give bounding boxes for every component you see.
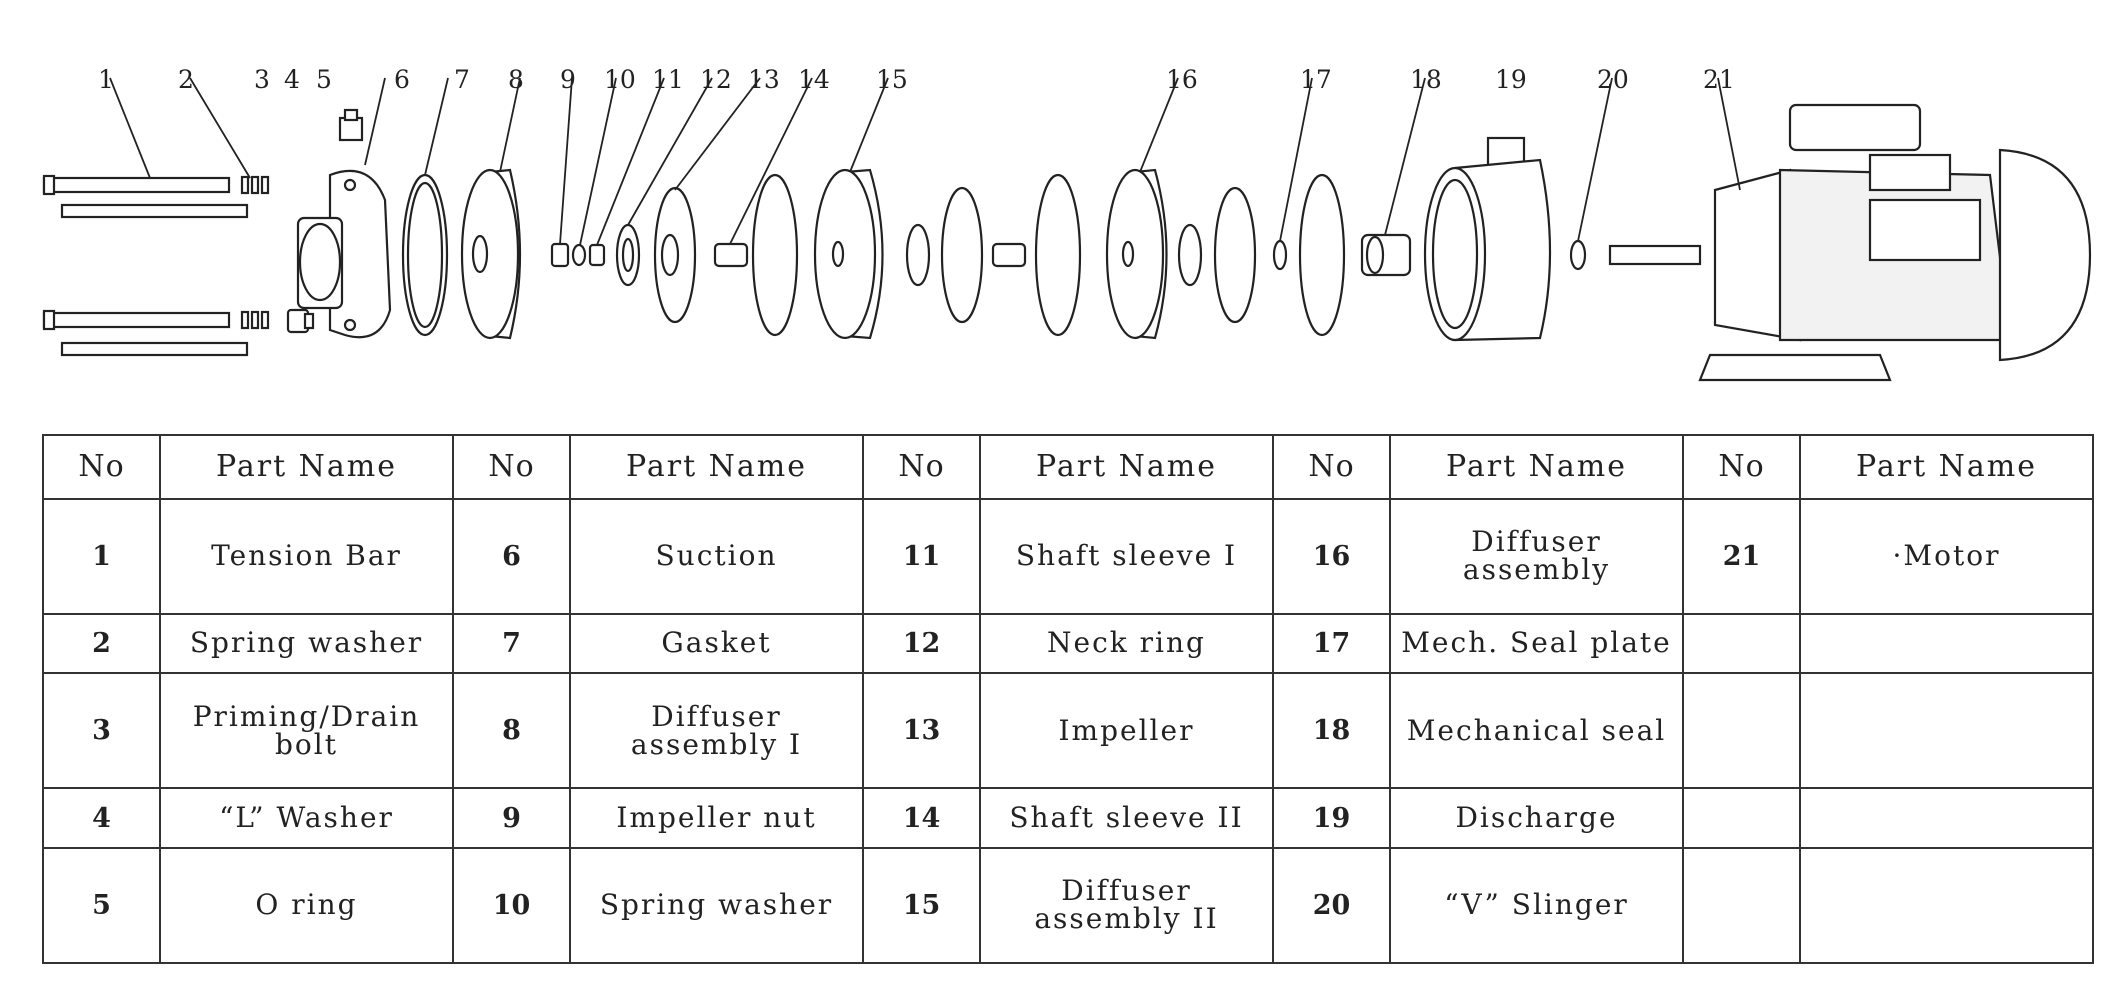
part-number bbox=[1683, 614, 1800, 674]
part-number: 17 bbox=[1273, 614, 1390, 674]
callout-5: 5 bbox=[316, 65, 332, 94]
callout-3: 3 bbox=[254, 65, 270, 94]
part-name: ·Motor bbox=[1800, 499, 2093, 614]
part-number: 15 bbox=[863, 848, 980, 963]
table-row bbox=[43, 499, 2093, 614]
callout-16: 16 bbox=[1166, 65, 1198, 94]
part-number: 7 bbox=[453, 614, 570, 674]
callout-14: 14 bbox=[798, 65, 830, 94]
part-number bbox=[1683, 673, 1800, 788]
part-shaft-sleeve-2 bbox=[715, 244, 747, 266]
callout-7: 7 bbox=[454, 65, 470, 94]
header-no: No bbox=[1683, 435, 1800, 499]
part-number: 5 bbox=[43, 848, 160, 963]
part-name: Spring washer bbox=[160, 614, 453, 674]
callout-15: 15 bbox=[876, 65, 908, 94]
table-row bbox=[43, 848, 2093, 963]
part-suction bbox=[298, 171, 390, 337]
part-number bbox=[1683, 788, 1800, 848]
part-number: 3 bbox=[43, 673, 160, 788]
part-number: 8 bbox=[453, 673, 570, 788]
part-number: 20 bbox=[1273, 848, 1390, 963]
part-name: Shaft sleeve I bbox=[980, 499, 1273, 614]
callout-18: 18 bbox=[1410, 65, 1442, 94]
callout-17: 17 bbox=[1300, 65, 1332, 94]
part-number: 13 bbox=[863, 673, 980, 788]
table-row bbox=[43, 614, 2093, 674]
part-tension-bar bbox=[44, 176, 247, 355]
impeller-b bbox=[942, 188, 982, 322]
gasket-ring-b bbox=[1036, 175, 1080, 335]
part-number: 4 bbox=[43, 788, 160, 848]
part-name: Mechanical seal bbox=[1390, 673, 1683, 788]
header-part-name: Part Name bbox=[1800, 435, 2093, 499]
part-name: Impeller nut bbox=[570, 788, 863, 848]
part-diffuser-assembly bbox=[1107, 170, 1167, 338]
header-part-name: Part Name bbox=[570, 435, 863, 499]
callout-13: 13 bbox=[748, 65, 780, 94]
impeller-c bbox=[1215, 188, 1255, 322]
part-name bbox=[1800, 614, 2093, 674]
part-mechanical-seal bbox=[1362, 235, 1410, 275]
part-name: Impeller bbox=[980, 673, 1273, 788]
table-header-row bbox=[43, 435, 2093, 499]
callout-19: 19 bbox=[1495, 65, 1527, 94]
neck-ring-b bbox=[907, 225, 929, 285]
part-name: Suction bbox=[570, 499, 863, 614]
part-diffuser-assembly-2 bbox=[815, 170, 883, 338]
table-row bbox=[43, 788, 2093, 848]
gasket-ring-a bbox=[753, 175, 797, 335]
part-number: 1 bbox=[43, 499, 160, 614]
part-number bbox=[1683, 848, 1800, 963]
part-number: 19 bbox=[1273, 788, 1390, 848]
part-name: Diffuser assembly bbox=[1390, 499, 1683, 614]
header-no: No bbox=[43, 435, 160, 499]
part-name bbox=[1800, 673, 2093, 788]
callout-6: 6 bbox=[394, 65, 410, 94]
part-number: 6 bbox=[453, 499, 570, 614]
header-no: No bbox=[863, 435, 980, 499]
table-row bbox=[43, 673, 2093, 788]
header-part-name: Part Name bbox=[160, 435, 453, 499]
part-number: 11 bbox=[863, 499, 980, 614]
callout-21: 21 bbox=[1703, 65, 1735, 94]
part-number: 21 bbox=[1683, 499, 1800, 614]
header-part-name: Part Name bbox=[1390, 435, 1683, 499]
callout-1: 1 bbox=[98, 65, 114, 94]
part-name: Neck ring bbox=[980, 614, 1273, 674]
part-number: 10 bbox=[453, 848, 570, 963]
callout-8: 8 bbox=[508, 65, 524, 94]
part-name: Tension Bar bbox=[160, 499, 453, 614]
callout-10: 10 bbox=[604, 65, 636, 94]
callout-12: 12 bbox=[700, 65, 732, 94]
part-spring-washer bbox=[242, 177, 268, 328]
part-number: 14 bbox=[863, 788, 980, 848]
callout-11: 11 bbox=[652, 65, 684, 94]
part-name: Shaft sleeve II bbox=[980, 788, 1273, 848]
sleeve-b bbox=[993, 244, 1025, 266]
part-impeller-nut bbox=[552, 244, 568, 266]
part-name: O ring bbox=[160, 848, 453, 963]
gasket-ring-c bbox=[1300, 175, 1344, 335]
callout-9: 9 bbox=[560, 65, 576, 94]
part-name: Discharge bbox=[1390, 788, 1683, 848]
part-name: Priming/Drain bolt bbox=[160, 673, 453, 788]
part-name: Spring washer bbox=[570, 848, 863, 963]
part-name: “L” Washer bbox=[160, 788, 453, 848]
part-diffuser-assembly-1 bbox=[462, 170, 520, 338]
part-neck-ring bbox=[617, 225, 639, 285]
part-number: 18 bbox=[1273, 673, 1390, 788]
part-name: Diffuser assembly I bbox=[570, 673, 863, 788]
part-motor bbox=[1610, 105, 2090, 380]
callout-20: 20 bbox=[1597, 65, 1629, 94]
part-gasket bbox=[403, 175, 447, 335]
part-name: Diffuser assembly II bbox=[980, 848, 1273, 963]
part-name bbox=[1800, 848, 2093, 963]
part-number: 2 bbox=[43, 614, 160, 674]
part-number: 16 bbox=[1273, 499, 1390, 614]
part-discharge bbox=[1425, 138, 1550, 340]
callout-2: 2 bbox=[178, 65, 194, 94]
part-shaft-sleeve-1 bbox=[590, 245, 604, 265]
part-name: Mech. Seal plate bbox=[1390, 614, 1683, 674]
neck-ring-c bbox=[1179, 225, 1201, 285]
header-no: No bbox=[1273, 435, 1390, 499]
header-no: No bbox=[453, 435, 570, 499]
part-spring-washer-10 bbox=[573, 245, 585, 265]
exploded-pump-diagram bbox=[0, 0, 2113, 400]
callout-4: 4 bbox=[284, 65, 300, 94]
header-part-name: Part Name bbox=[980, 435, 1273, 499]
part-v-slinger bbox=[1571, 241, 1585, 269]
part-number: 12 bbox=[863, 614, 980, 674]
part-number: 9 bbox=[453, 788, 570, 848]
part-name bbox=[1800, 788, 2093, 848]
part-name: Gasket bbox=[570, 614, 863, 674]
part-name: “V” Slinger bbox=[1390, 848, 1683, 963]
part-mech-seal-plate bbox=[1274, 241, 1286, 269]
parts-table bbox=[42, 434, 2094, 964]
callout-labels bbox=[98, 65, 1735, 94]
part-impeller bbox=[655, 188, 695, 322]
